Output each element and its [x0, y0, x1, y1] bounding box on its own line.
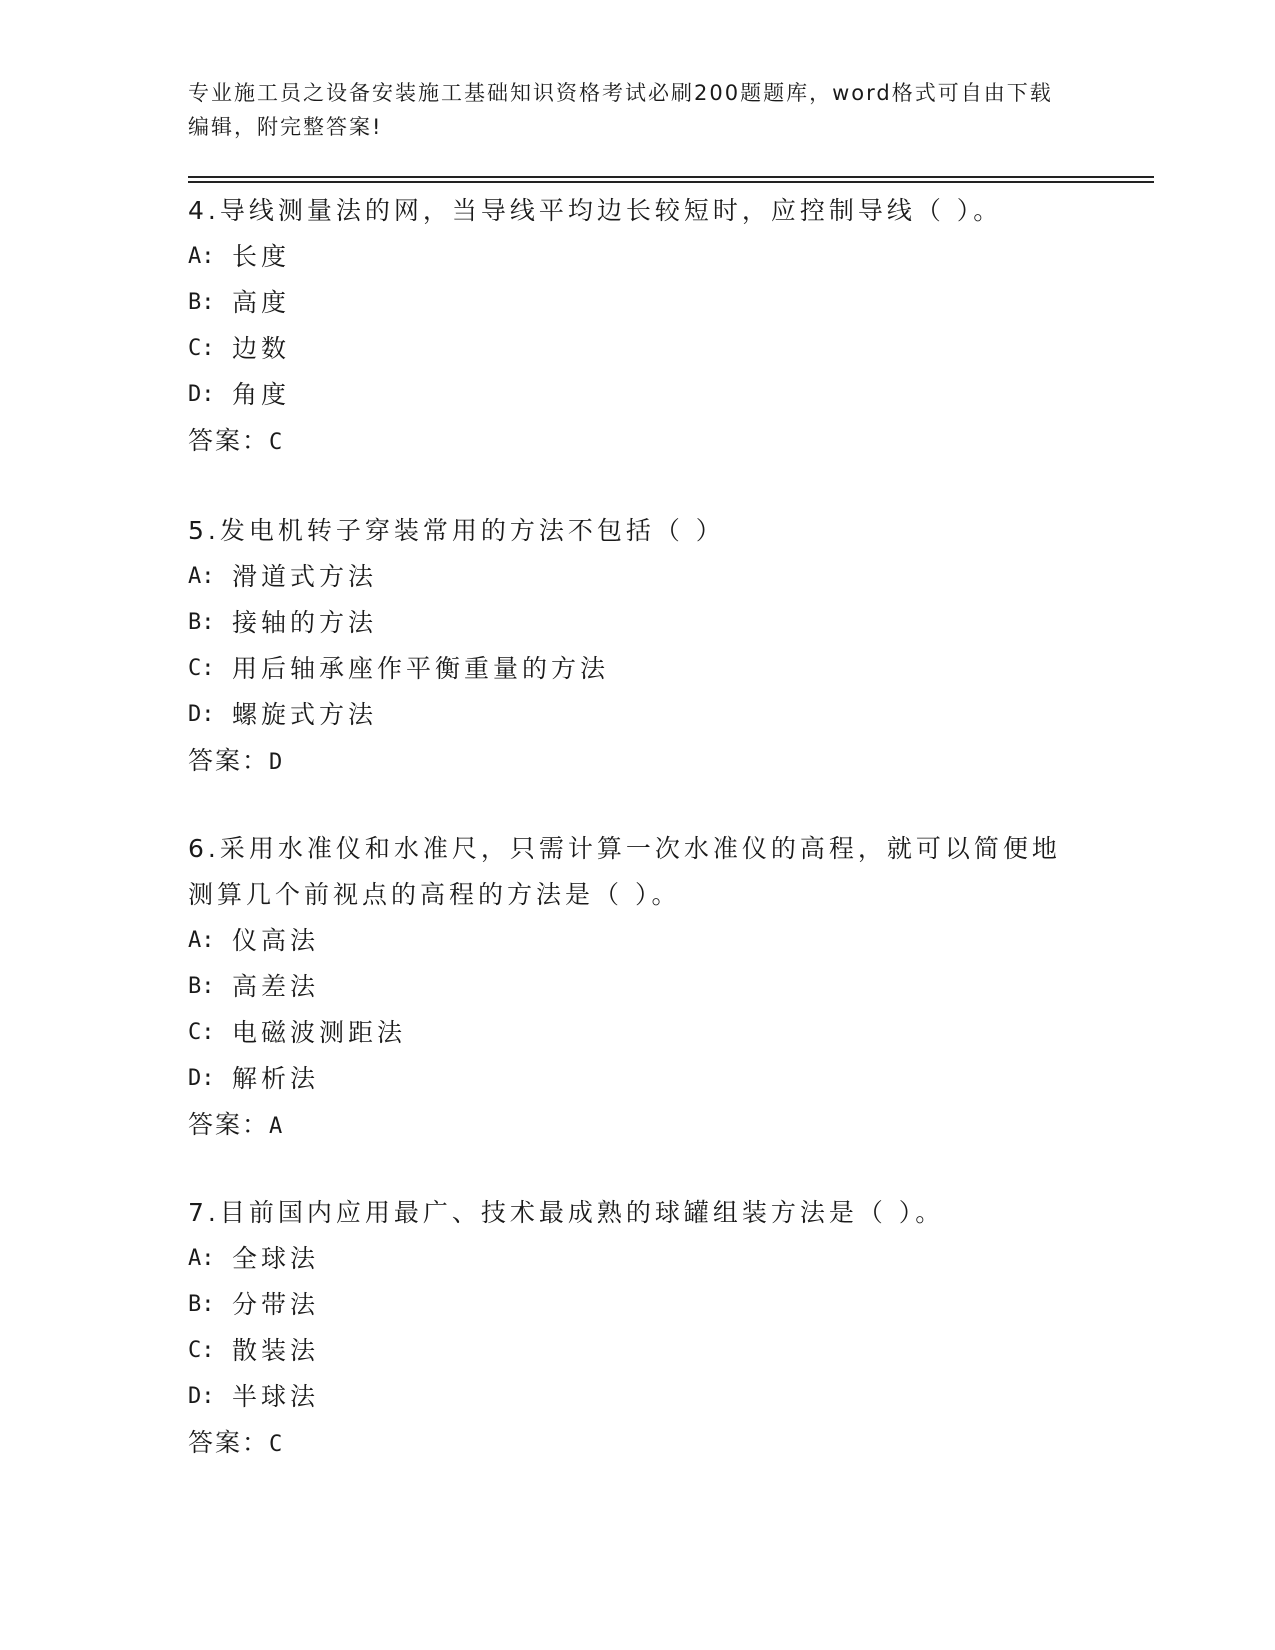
question-stem: 4.导线测量法的网，当导线平均边长较短时，应控制导线（ ）。 — [188, 196, 1003, 225]
option-key: B: — [188, 290, 215, 315]
answer-line — [188, 1102, 1088, 1150]
option-key: D: — [188, 1384, 215, 1409]
question-6 — [188, 826, 1088, 1150]
answer-label: 答案： — [188, 426, 270, 455]
option-b — [188, 964, 1088, 1010]
option-key: C: — [188, 1338, 215, 1363]
option-key: B: — [188, 1292, 215, 1317]
option-d — [188, 372, 1088, 418]
question-stem: 6.采用水准仪和水准尺，只需计算一次水准仪的高程，就可以简便地测算几个前视点的高程的方法是（ ）。 — [188, 834, 1061, 909]
option-text: 角度 — [232, 380, 291, 409]
option-key: C: — [188, 656, 215, 681]
option-text: 全球法 — [232, 1244, 320, 1273]
answer-value: D — [269, 750, 285, 775]
option-c — [188, 1328, 1088, 1374]
option-key: A: — [188, 564, 215, 589]
option-key: C: — [188, 336, 215, 361]
option-d — [188, 1056, 1088, 1102]
option-c — [188, 326, 1088, 372]
answer-line — [188, 1420, 1088, 1468]
answer-label: 答案： — [188, 1110, 270, 1139]
option-text: 仪高法 — [232, 926, 320, 955]
question-7 — [188, 1190, 1088, 1468]
option-text: 用后轴承座作平衡重量的方法 — [232, 654, 610, 683]
option-text: 螺旋式方法 — [232, 700, 378, 729]
question-stem: 7.目前国内应用最广、技术最成熟的球罐组装方法是（ ）。 — [188, 1198, 945, 1227]
option-d — [188, 1374, 1088, 1420]
option-key: D: — [188, 702, 215, 727]
option-b — [188, 600, 1088, 646]
option-c — [188, 1010, 1088, 1056]
answer-line — [188, 738, 1088, 786]
option-a — [188, 1236, 1088, 1282]
option-key: C: — [188, 1020, 215, 1045]
option-text: 电磁波测距法 — [232, 1018, 407, 1047]
answer-value: A — [269, 1114, 285, 1139]
answer-value: C — [269, 1432, 285, 1457]
option-key: A: — [188, 928, 215, 953]
question-stem: 5.发电机转子穿装常用的方法不包括（ ） — [188, 516, 725, 545]
option-text: 高度 — [232, 288, 291, 317]
option-d — [188, 692, 1088, 738]
option-text: 接轴的方法 — [232, 608, 378, 637]
option-text: 滑道式方法 — [232, 562, 378, 591]
question-4 — [188, 188, 1088, 466]
header-divider-top — [188, 176, 1154, 178]
option-key: A: — [188, 1246, 215, 1271]
option-a — [188, 234, 1088, 280]
header-divider-bottom — [188, 181, 1154, 183]
option-text: 边数 — [232, 334, 291, 363]
option-text: 半球法 — [232, 1382, 320, 1411]
option-text: 散装法 — [232, 1336, 320, 1365]
option-key: D: — [188, 1066, 215, 1091]
option-key: D: — [188, 382, 215, 407]
option-c — [188, 646, 1088, 692]
answer-label: 答案： — [188, 1428, 270, 1457]
option-text: 分带法 — [232, 1290, 320, 1319]
option-key: B: — [188, 974, 215, 999]
question-5 — [188, 508, 1088, 786]
option-text: 长度 — [232, 242, 291, 271]
option-b — [188, 280, 1088, 326]
option-key: A: — [188, 244, 215, 269]
answer-value: C — [269, 430, 285, 455]
option-a — [188, 554, 1088, 600]
option-text: 高差法 — [232, 972, 320, 1001]
answer-label: 答案： — [188, 746, 270, 775]
answer-line — [188, 418, 1088, 466]
option-a — [188, 918, 1088, 964]
option-text: 解析法 — [232, 1064, 320, 1093]
option-key: B: — [188, 610, 215, 635]
option-b — [188, 1282, 1088, 1328]
document-intro: 专业施工员之设备安装施工基础知识资格考试必刷200题题库，word格式可自由下载编辑，附完整答案! — [188, 81, 1053, 139]
